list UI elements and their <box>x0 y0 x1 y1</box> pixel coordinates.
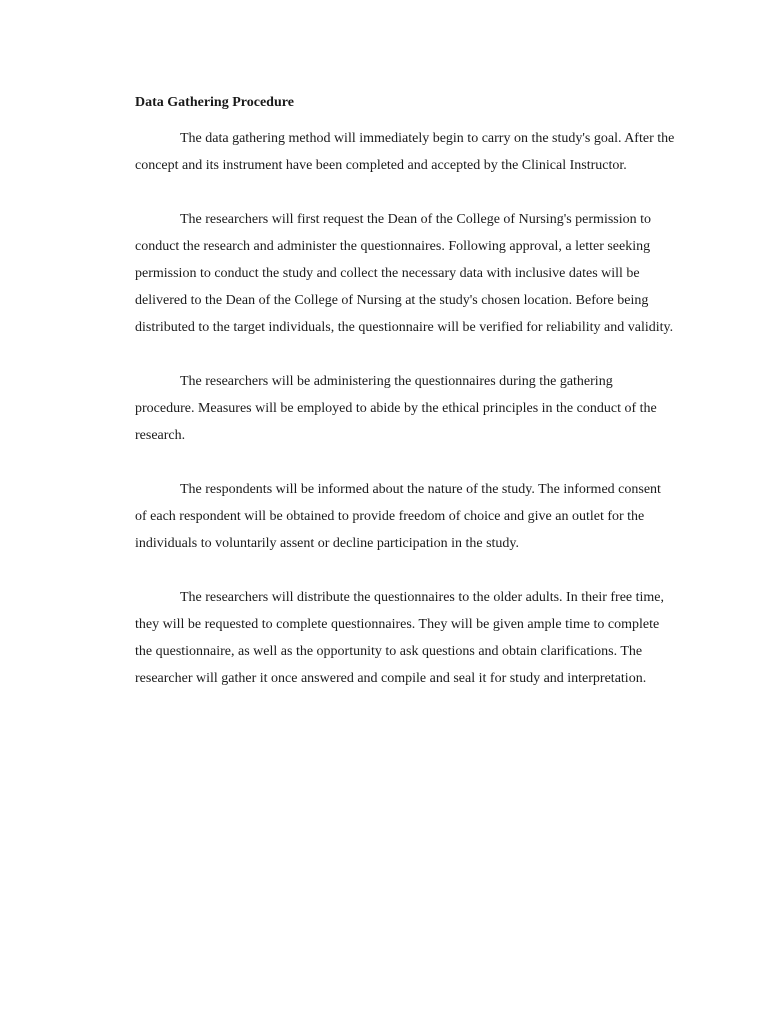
paragraph-distribution: The researchers will distribute the questionnaires to the older adults. In their free time, they will be requested to complete questionnaires. They will be given ample time to complete the questionnaire, as well as the opportunity to ask questions and obtain clarifications. The researcher will gather it once answered and compile and seal it for study and interpretation. <box>135 590 665 686</box>
section-heading: Data Gathering Procedure <box>135 95 294 110</box>
paragraph-informed-consent: The respondents will be informed about the nature of the study. The informed consent of each respondent will be obtained to provide freedom of choice and give an outlet for the individuals to voluntarily assent or decline participation in the study. <box>135 482 661 551</box>
paragraph-administering-questionnaires: The researchers will be administering the questionnaires during the gathering procedure. Measures will be employed to abide by the ethical principles in the conduct of the research. <box>135 374 657 443</box>
paragraph-data-gathering-method: The data gathering method will immediately begin to carry on the study's goal. After the concept and its instrument have been completed and accepted by the Clinical Instructor. <box>135 131 675 173</box>
paragraph-permission-request: The researchers will first request the Dean of the College of Nursing's permission to conduct the research and administer the questionnaires. Following approval, a letter seeking permission to conduct the study and collect the necessary data with inclusive dates will be delivered to the Dean of the College of Nursing at the study's chosen location. Before being distributed to the target individuals, the questionnaire will be verified for reliability and validity. <box>135 212 674 335</box>
document-body <box>135 92 675 719</box>
